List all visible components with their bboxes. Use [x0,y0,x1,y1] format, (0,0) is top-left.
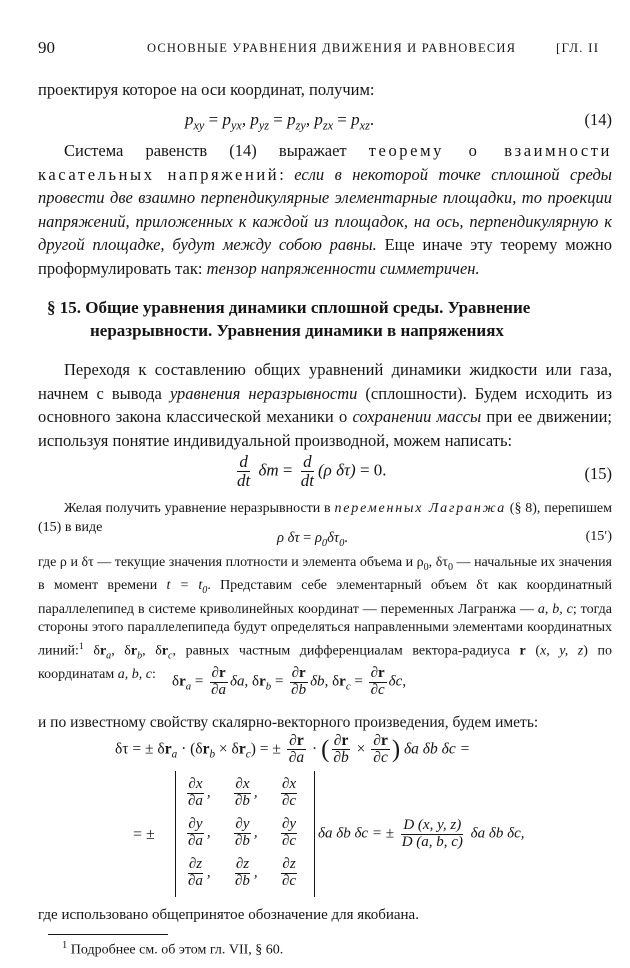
cell-dy-da: $\frac{\partial y}{\partial a}$ , [188,816,211,849]
jacobian-determinant [175,771,315,897]
equation-15: $\frac{d}{dt}$ δm = $\frac{d}{dt}$ (ρ δτ) = 0. [237,452,387,490]
cell-dx-dc: $\frac{\partial x}{\partial c}$ [282,776,297,809]
determinant-tail: δa δb δc = ± $\frac{D (x, y, z)}{D (a, b, c)}$ δa δb δc, [318,817,525,850]
lagrange-paragraph: Желая получить уравнение неразрывности в переменных Лагранжа (§ 8), перепишем (15) в виде [38,501,612,535]
cell-dz-dc: $\frac{\partial z}{\partial c}$ [282,856,297,889]
equation-14: $p_{xy} = p_{yx}$, $p_{yz} = p_{zy}$, $p_{zx} = p_{xz}$. [185,110,375,133]
page-number: 90 [38,38,55,57]
section-heading-line1: § 15. Общие уравнения динамики сплошной среды. Уравнение [47,298,531,317]
section-heading-line2: неразрывности. Уравнения динамики в напряжениях [90,321,504,340]
cell-dz-da: $\frac{\partial z}{\partial a}$ , [188,856,211,889]
cell-dx-da: $\frac{\partial x}{\partial a}$ , [188,776,211,809]
cell-dx-db: $\frac{\partial x}{\partial b}$ , [235,776,258,809]
intro-line: проектируя которое на оси координат, получим: [38,80,375,99]
running-title: ОСНОВНЫЕ УРАВНЕНИЯ ДВИЖЕНИЯ И РАВНОВЕСИЯ [147,41,517,55]
equation-15-number: (15) [584,464,612,483]
mixed-product-paragraph: и по известному свойству скалярно-векторного произведения, будем иметь: [38,714,539,731]
equation-triple-product: δτ = ± $\delta r_a \cdot (\delta r_b \times \delta r_c)$ = ± $\frac{\partial r}{\partial a}$ · ( $\frac{\partial r}{\partial b}$ × $\frac{\partial r}{\partial c}$ ) δa δb δc = [115,732,471,767]
where-paragraph: где ρ и δτ — текущие значения плотности и элемента объема и $\rho_0$, $\delta\tau_0$ — начальные их значения в момент времени $t = t_0$. Представим себе элементарный объем δτ как координатный параллелепипед в системе криволинейных координат — переменных Лагранжа — a, b, c; тогда стороны этого параллелепипеда будут определяться направленными элементами координатных линий:$^1$ $\delta r_a$, $\delta r_b$, $\delta r_c$, равных частным дифференциалам вектора-радиуса r (x, y, z) по координатам a, b, c: [38,555,612,683]
cell-dy-db: $\frac{\partial y}{\partial b}$ , [235,816,258,849]
cell-dy-dc: $\frac{\partial y}{\partial c}$ [282,816,297,849]
continuity-paragraph: Переходя к составлению общих уравнений динамики жидкости или газа, начнем с вывода уравнения неразрывности (сплошности). Будем исходить из основного закона классической механики о сохранении массы при ее движении; используя понятие индивидуальной производной, можем написать: [38,360,613,450]
cell-dz-db: $\frac{\partial z}{\partial b}$ , [235,856,258,889]
equation-radius-differentials: $\delta r_a$ = $\frac{\partial r}{\partial a}$ δa, $\delta r_b$ = $\frac{\partial r}{\partial b}$ δb, $\delta r_c$ = $\frac{\partial r}{\partial c}$ δc, [172,665,407,698]
footnote: $^1$ Подробнее см. об этом гл. VII, § 60. [62,940,284,958]
reciprocity-paragraph: Система равенств (14) выражает теорему о взаимности касательных напряжений: если в некоторой точке сплошной среды провести две взаимно перпендикулярные элементарные площадки, то проекции напряжений, приложенных к каждой из площадок, на ось, перпендикулярную к другой площадке, будут между собою равны. Еще иначе эту теорему можно проформулировать так: тензор напряженности симметричен. [38,141,612,278]
jacobian-paragraph: где использовано общепринятое обозначение для якобиана. [38,907,419,923]
footnote-rule [48,934,168,935]
chapter-marker: [ГЛ. II [556,40,600,55]
determinant-prefix: = ± [133,826,155,843]
equation-14-number: (14) [584,110,612,129]
equation-15-prime-number: (15′) [585,529,612,544]
equation-15-prime: ρ $\delta\tau = \rho_0\delta\tau_0$. [277,530,348,549]
